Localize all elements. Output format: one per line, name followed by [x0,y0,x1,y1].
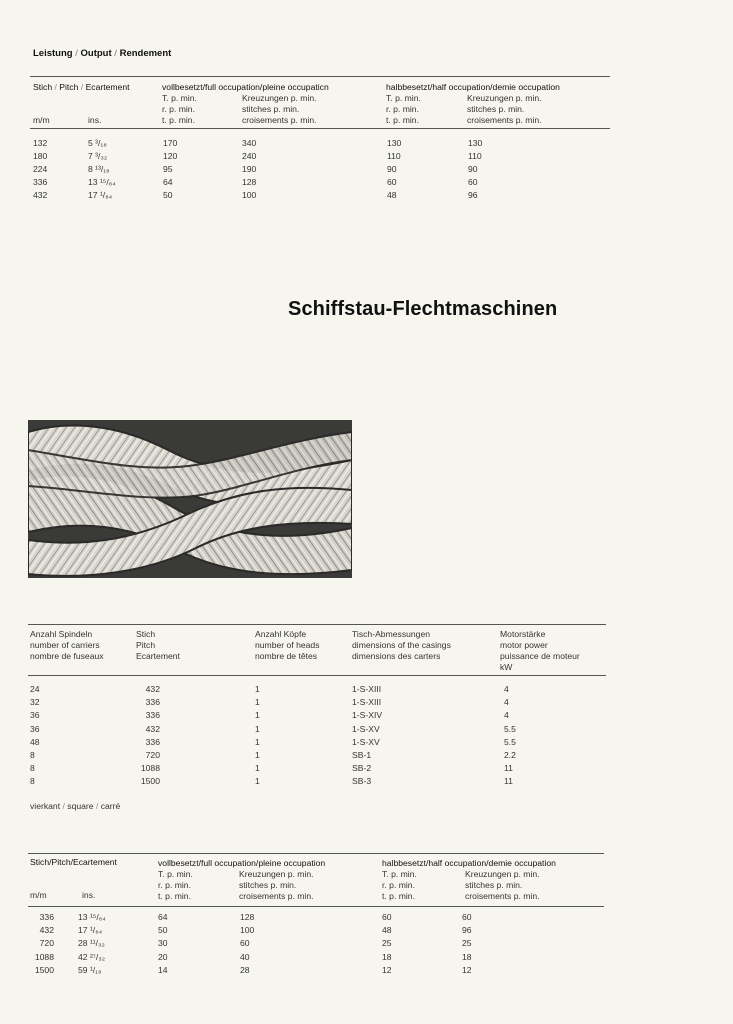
vierkant-label: vierkant / square / carré [30,801,121,811]
bottom-cell-mm: 432 [39,925,54,936]
spec-cell-stich: 1088 [140,763,160,774]
heading-en: Output [80,48,112,59]
spec-cell-stich: 432 [145,723,160,734]
spec-col-motor: Motorstärke motor power puissance de moteur kW [500,629,580,672]
bottom-cell-voll-kreuz: 100 [240,925,255,936]
bottom-cell-ins: 28 ¹¹/₃₂ [78,938,105,949]
bottom-cell-ins: 59 ¹/₁₆ [78,964,102,975]
top-cell-ins: 8 ¹³/₁₆ [88,164,110,174]
bottom-cell-mm: 1500 [34,964,54,975]
spec-table-rule-mid [28,675,606,676]
spec-col-tisch: Tisch-Abmessungen dimensions of the casings dimensions des carters [352,629,451,661]
top-cell-halb-tp: 60 [387,177,397,187]
spec-cell-kw: 11 [504,776,513,787]
spec-cell-kw: 4 [504,697,509,708]
bottom-cell-mm: 1088 [34,951,54,962]
top-cell-ins: 13 ¹⁵/₆₄ [88,177,116,187]
bottom-cell-halb-kreuz: 60 [462,912,472,922]
spec-cell-tisch: 1-S-XV [352,736,380,747]
bottom-cell-voll-tp: 64 [158,912,168,922]
section-heading: Leistung / Output / Rendement [33,48,172,59]
spec-cell-kw: 5.5 [504,723,516,734]
top-cell-halb-tp: 110 [387,151,401,161]
top-cell-mm: 432 [33,190,48,200]
top-cell-halb-kreuz: 130 [468,138,483,148]
bottom-voll-kreuz: Kreuzungen p. min. stitches p. min. croisements p. min. [239,869,314,901]
spec-col-koepfe: Anzahl Köpfe number of heads nombre de têtes [255,629,320,661]
bottom-cell-halb-tp: 48 [382,925,392,936]
top-table-rule-mid [30,128,610,129]
top-unit-mm: m/m [33,115,50,125]
spec-cell-tisch: 1-S-XIII [352,684,382,694]
top-cell-mm: 180 [33,151,48,161]
spec-cell-stich: 336 [145,697,160,708]
spec-cell-koepfe: 1 [255,684,260,694]
spec-cell-tisch: 1-S-XIV [352,710,383,721]
bottom-cell-ins: 42 ²⁷/₃₂ [78,951,106,962]
spec-col-spindeln: Anzahl Spindeln number of carriers nombre de fuseaux [30,629,104,661]
top-cell-ins: 7 ³/₃₂ [88,151,108,161]
bottom-cell-voll-tp: 20 [158,951,168,962]
spec-cell-tisch: SB-3 [352,776,372,787]
spec-cell-spindeln: 48 [30,736,40,747]
spec-cell-tisch: SB-2 [352,763,372,774]
top-cell-halb-tp: 90 [387,164,397,174]
spec-cell-koepfe: 1 [255,763,260,774]
spec-cell-spindeln: 32 [30,697,40,708]
spec-cell-spindeln: 8 [30,750,35,760]
top-cell-halb-kreuz: 110 [468,151,482,161]
top-cell-mm: 336 [33,177,48,187]
bottom-cell-voll-tp: 30 [158,938,168,949]
spec-cell-kw: 2.2 [504,750,516,760]
spec-cell-stich: 336 [145,710,160,721]
bottom-cell-halb-tp: 60 [382,912,392,922]
top-cell-voll-kreuz: 190 [242,164,257,174]
spec-table-rule-top [28,624,606,625]
spec-cell-tisch: 1-S-XIII [352,697,382,708]
spec-cell-koepfe: 1 [255,750,260,760]
bottom-unit-mm: m/m [30,890,47,900]
bottom-halb-tp: T. p. min. r. p. min. t. p. min. [382,869,417,901]
spec-cell-kw: 4 [504,684,509,694]
bottom-cell-voll-kreuz: 60 [240,938,250,949]
page-title: Schiffstau-Flechtmaschinen [288,298,558,320]
top-cell-voll-kreuz: 128 [242,177,257,187]
spec-cell-spindeln: 36 [30,723,40,734]
bottom-cell-voll-tp: 50 [158,925,168,936]
spec-cell-spindeln: 36 [30,710,40,721]
top-cell-voll-kreuz: 100 [242,190,257,200]
top-voll-tp: T. p. min. r. p. min. t. p. min. [162,93,197,125]
bottom-unit-ins: ins. [82,890,96,900]
spec-cell-stich: 1500 [140,776,160,787]
bottom-cell-voll-kreuz: 40 [240,951,250,962]
spec-cell-spindeln: 8 [30,776,35,787]
bottom-cell-voll-kreuz: 28 [240,964,250,975]
bottom-cell-ins: 17 ¹/₆₄ [78,925,103,936]
bottom-halb-header: halbbesetzt/half occupation/demie occupation [382,858,556,868]
top-cell-voll-kreuz: 340 [242,138,257,148]
bottom-halb-kreuz: Kreuzungen p. min. stitches p. min. croisements p. min. [465,869,540,901]
top-unit-ins: ins. [88,115,102,125]
bottom-cell-mm: 336 [39,912,54,922]
top-cell-voll-tp: 95 [163,164,173,174]
top-voll-header: vollbesetzt/full occupation/pleine occupaticn [162,82,329,92]
top-cell-mm: 132 [33,138,48,148]
top-cell-halb-tp: 48 [387,190,397,200]
top-halb-tp: T. p. min. r. p. min. t. p. min. [386,93,421,125]
top-voll-kreuz: Kreuzungen p. min. stitches p. min. croisements p. min. [242,93,317,125]
top-cell-ins: 17 ¹/₆₄ [88,190,113,200]
top-cell-voll-kreuz: 240 [242,151,257,161]
spec-cell-stich: 720 [145,750,160,760]
bottom-voll-header: vollbesetzt/full occupation/pleine occupation [158,858,326,868]
top-halb-header: halbbesetzt/half occupation/demie occupation [386,82,560,92]
spec-cell-koepfe: 1 [255,723,260,734]
top-col-stich-header: Stich / Pitch / Ecartement [33,82,130,92]
bottom-cell-halb-kreuz: 18 [462,951,472,962]
bottom-voll-tp: T. p. min. r. p. min. t. p. min. [158,869,193,901]
heading-fr: Rendement [119,48,172,59]
bottom-table-rule-top [28,853,604,854]
spec-cell-kw: 4 [504,710,509,721]
spec-cell-stich: 432 [145,684,160,694]
spec-col-stich: Stich Pitch Ecartement [136,629,180,661]
bottom-cell-halb-kreuz: 96 [462,925,472,936]
bottom-cell-halb-tp: 25 [382,938,392,949]
spec-cell-koepfe: 1 [255,697,260,708]
bottom-cell-ins: 13 ¹⁵/₆₄ [78,912,106,922]
bottom-cell-halb-kreuz: 25 [462,938,472,949]
top-cell-halb-kreuz: 60 [468,177,478,187]
bottom-cell-halb-tp: 12 [382,964,392,975]
top-cell-voll-tp: 50 [163,190,173,200]
spec-cell-tisch: SB-1 [352,750,372,760]
bottom-cell-mm: 720 [39,938,54,949]
spec-cell-koepfe: 1 [255,710,260,721]
spec-cell-kw: 5.5 [504,736,516,747]
spec-cell-spindeln: 8 [30,763,35,774]
top-cell-ins: 5 ³/₁₆ [88,138,107,148]
top-cell-halb-kreuz: 90 [468,164,478,174]
top-cell-voll-tp: 170 [163,138,178,148]
top-cell-voll-tp: 64 [163,177,173,187]
top-cell-voll-tp: 120 [163,151,178,161]
heading-de: Leistung [33,48,73,59]
braided-rope-image [28,420,352,578]
spec-cell-koepfe: 1 [255,736,260,747]
top-cell-halb-tp: 130 [387,138,402,148]
spec-cell-kw: 11 [504,763,513,774]
bottom-table-rule-mid [28,906,604,907]
spec-cell-tisch: 1-S-XV [352,723,380,734]
spec-cell-spindeln: 24 [30,684,40,694]
bottom-cell-halb-tp: 18 [382,951,392,962]
bottom-cell-halb-kreuz: 12 [462,964,472,975]
bottom-cell-voll-kreuz: 128 [240,912,255,922]
top-halb-kreuz: Kreuzungen p. min. stitches p. min. croisements p. min. [467,93,542,125]
bottom-col-stich-header: Stich/Pitch/Ecartement [30,857,117,867]
top-cell-halb-kreuz: 96 [468,190,478,200]
spec-cell-stich: 336 [145,736,160,747]
top-table-rule-top [30,76,610,77]
spec-cell-koepfe: 1 [255,776,260,787]
top-cell-mm: 224 [33,164,48,174]
bottom-cell-voll-tp: 14 [158,964,168,975]
